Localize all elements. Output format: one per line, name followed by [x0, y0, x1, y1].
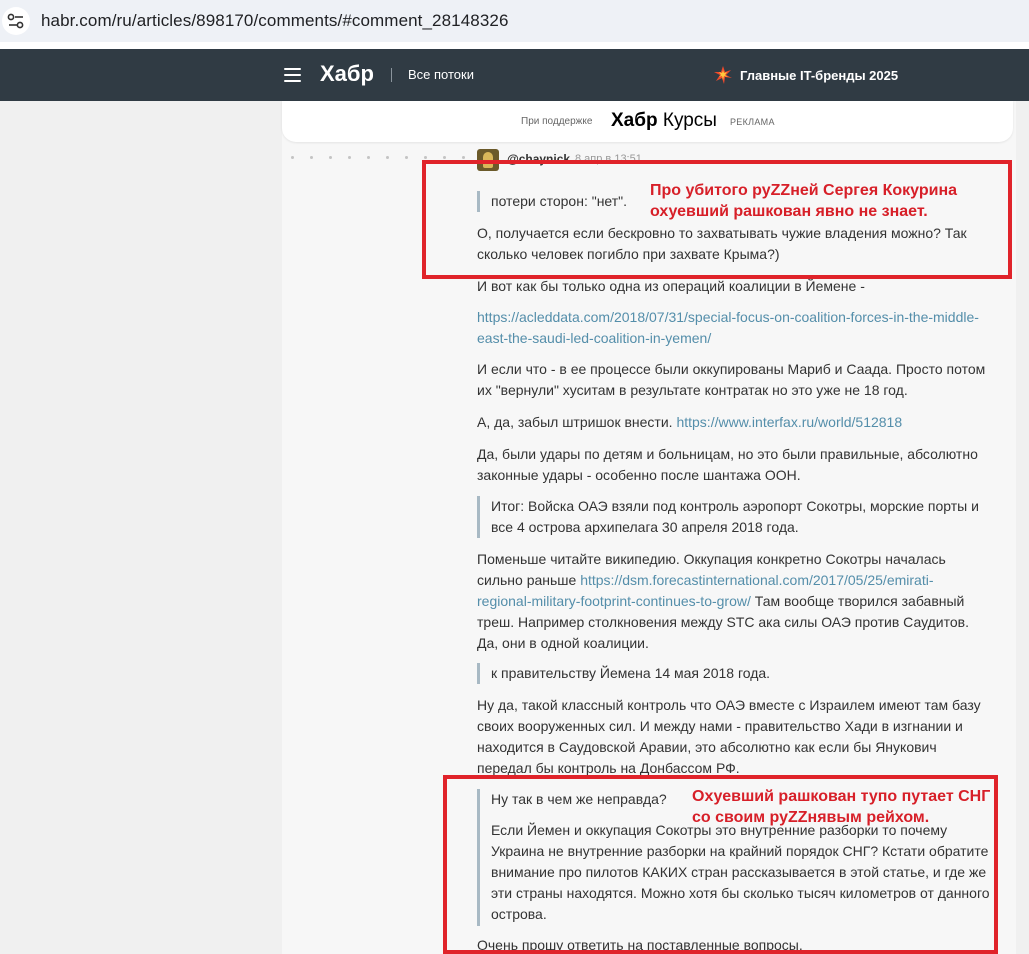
- ad-label: РЕКЛАМА: [730, 117, 775, 127]
- page-margin-right: [1016, 101, 1029, 954]
- quote-block: к правительству Йемена 14 мая 2018 года.: [477, 663, 992, 684]
- browser-address-bar[interactable]: [0, 0, 1029, 42]
- url-text[interactable]: habr.com/ru/articles/898170/comments/#comment_28148326: [41, 11, 509, 30]
- paragraph-text: А, да, забыл штришок внести.: [477, 414, 677, 430]
- sponsor-brand[interactable]: [611, 110, 717, 132]
- header-divider: [391, 68, 392, 82]
- it-brands-label: Главные IT-бренды 2025: [740, 67, 899, 83]
- comment-paragraph: И вот как бы только одна из операций коалиции в Йемене -: [477, 278, 865, 294]
- sponsor-brand-bold: Хабр: [611, 110, 658, 131]
- urlbar-divider: [0, 42, 1029, 49]
- comment-link-paragraph: [477, 307, 987, 349]
- comment-paragraph: [477, 549, 987, 654]
- sponsor-label: При поддержке: [521, 116, 593, 127]
- explosion-icon: [714, 66, 732, 84]
- acleddata-link[interactable]: https://acleddata.com/2018/07/31/special-focus-on-coalition-forces-in-the-middle-east-the-saudi-led-coalition-in-yemen/: [477, 309, 979, 346]
- quote-block: потери сторон: "нет".: [477, 191, 992, 212]
- comment-paragraph: И если что - в ее процессе были оккупированы Мариб и Саада. Просто потом их "вернули" хуситам в результате контратак но это уже не 18 год.: [477, 361, 986, 398]
- sponsor-banner[interactable]: [282, 101, 1013, 142]
- comment-date[interactable]: 8 апр в 13:51: [575, 153, 642, 165]
- quote-line: Если Йемен и оккупация Сокотры это внутренние разборки то почему Украина не внутренние разборки на крайний порядок СНГ? Кстати обратите внимание про пилотов КАКИХ стран рассказывается в этой статье, и где же эти страны находятся. Можно хотя бы сколько тысяч километров от данного острова.: [491, 822, 990, 922]
- paragraph-text: Там вообще творился забавный треш. Например столкновения между STC ака силы ОАЭ против Саудитов. Да, они в одной коалиции.: [477, 593, 969, 651]
- comment-paragraph: Ну да, такой классный контроль что ОАЭ вместе с Израилем имеют там базу своих вооруженных сил. И между нами - правительство Хади в изгнании и находится в Саудовской Аравии, это абсолютно как если бы Янукович передал бы контроль на Донбассом РФ.: [477, 697, 981, 776]
- site-settings-icon[interactable]: [2, 7, 30, 35]
- paragraph-text: Поменьше читайте википедию. Оккупация конкретно Сокотры началась сильно раньше: [477, 551, 946, 588]
- thread-indent-dots: [291, 156, 481, 159]
- interfax-link[interactable]: https://www.interfax.ru/world/512818: [676, 414, 903, 430]
- annotation-text: Охуевший рашкован тупо путает СНГ со своим руZZнявым рейхом.: [692, 788, 991, 826]
- comment-paragraph: Да, были удары по детям и больницам, но это были правильные, абсолютно законные удары - особенно после шантажа ООН.: [477, 446, 978, 483]
- forecastinternational-link[interactable]: https://dsm.forecastinternational.com/2017/05/25/emirati-regional-military-footprint-continues-to-grow/: [477, 572, 934, 609]
- comment-paragraph: О, получается если бескровно то захватывать чужие владения можно? Так сколько человек погибло при захвате Крыма?): [477, 225, 967, 262]
- quote-line: Ну так в чем же неправда?: [491, 791, 667, 807]
- comment-paragraph: Очень прошу ответить на поставленные вопросы.: [477, 937, 803, 953]
- site-header: [0, 49, 1029, 101]
- comment-paragraph: [477, 412, 987, 433]
- habr-logo[interactable]: Хабр: [320, 61, 374, 86]
- comment-author[interactable]: @chaynick: [507, 152, 571, 166]
- all-streams-link[interactable]: Все потоки: [408, 67, 474, 82]
- sponsor-brand-regular: Курсы: [657, 110, 717, 131]
- quote-block: Итог: Войска ОАЭ взяли под контроль аэропорт Сокотры, морские порты и все 4 острова архипелага 30 апреля 2018 года.: [477, 496, 992, 538]
- page-margin-left: [0, 101, 282, 954]
- it-brands-link[interactable]: [714, 66, 898, 84]
- menu-icon[interactable]: [284, 68, 301, 82]
- annotation-text: Про убитого руZZней Сергея Кокурина охуевший рашкован явно не знает.: [650, 182, 958, 220]
